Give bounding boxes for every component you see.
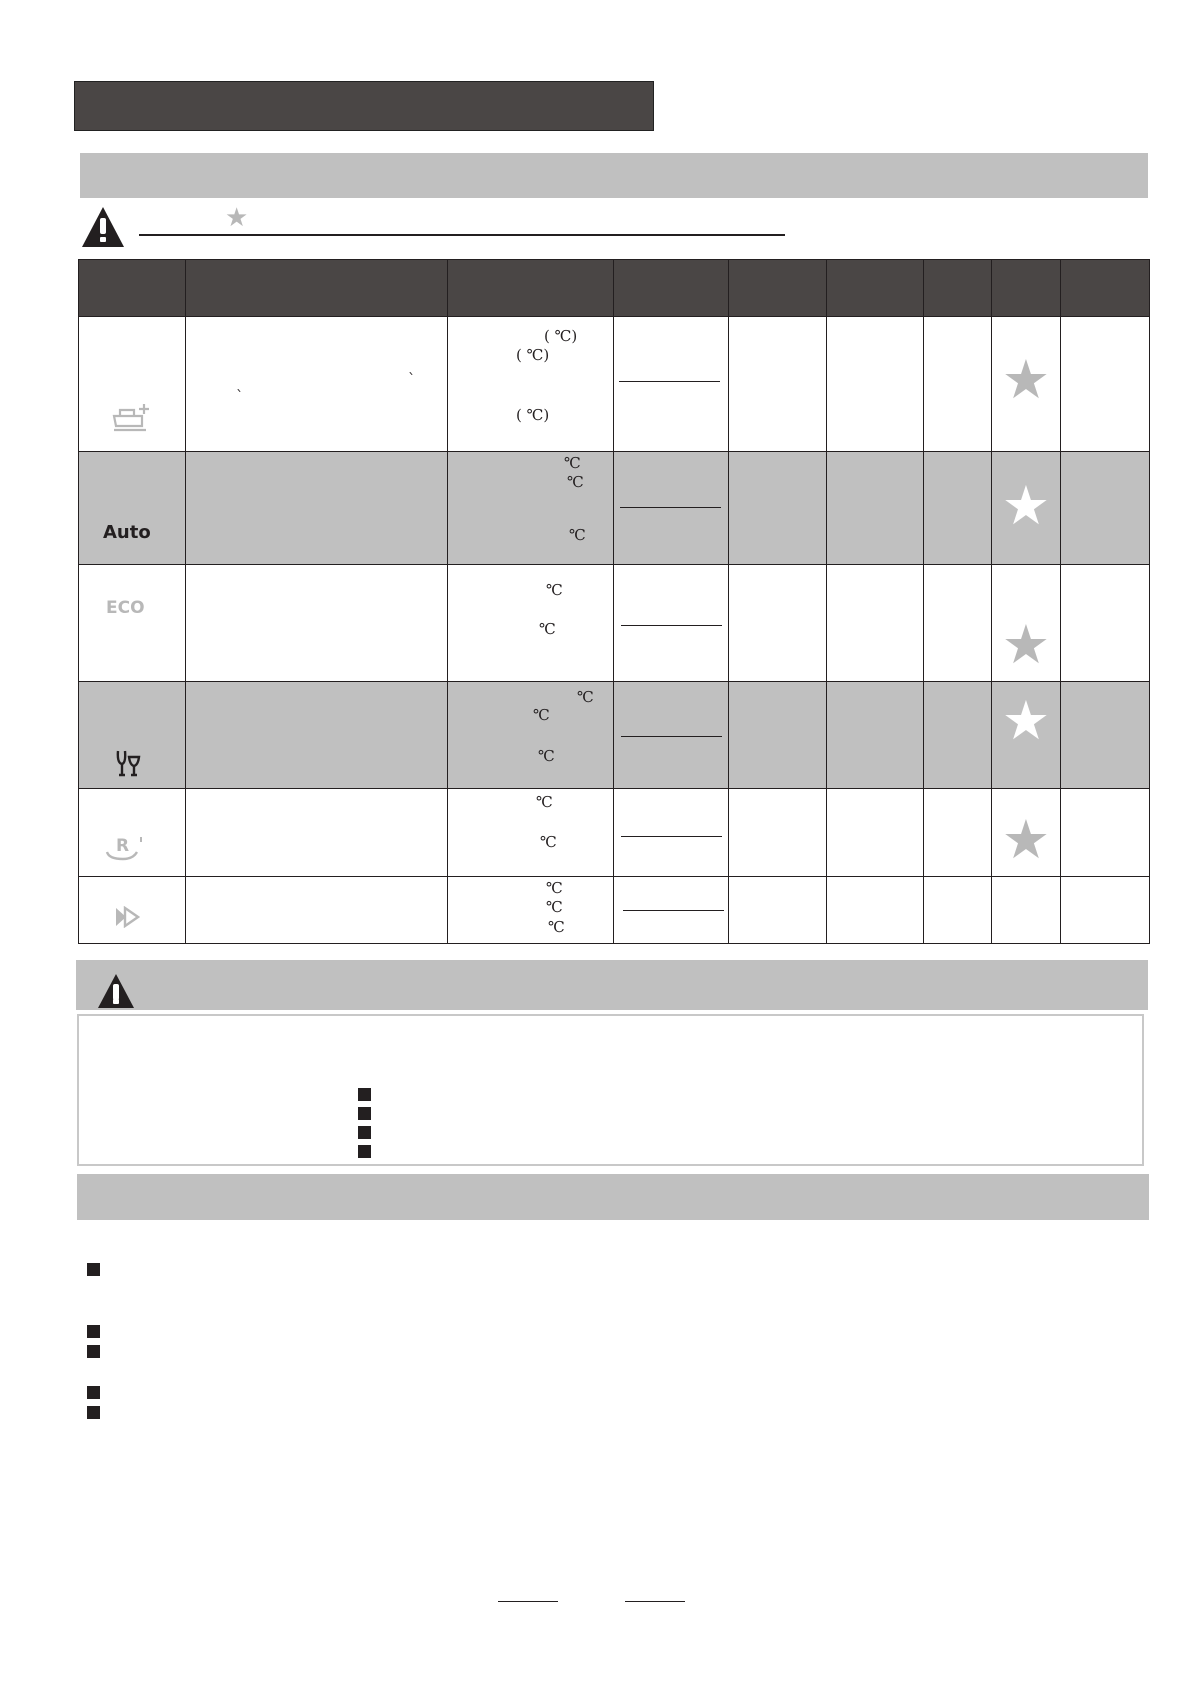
detergent-cell: [614, 452, 729, 565]
energy-cell: [827, 877, 924, 944]
star-cell: [992, 682, 1061, 789]
temp-value: ℃: [577, 688, 594, 706]
temp-value: ℃: [538, 747, 555, 765]
temp-value: ℃: [546, 898, 563, 916]
warning-underline: [139, 234, 785, 236]
water-cell: [924, 682, 992, 789]
footer-underline-left: [498, 1601, 558, 1602]
star-icon: ★: [1001, 613, 1051, 676]
star-cell: [992, 452, 1061, 565]
star-cell: [992, 565, 1061, 682]
extra-cell: [1061, 317, 1150, 452]
glass-icon: [115, 749, 141, 777]
bullet-icon: [87, 1345, 100, 1358]
detergent-cell: [614, 789, 729, 877]
temp-value: ℃: [539, 620, 556, 638]
description-cell: [186, 452, 448, 565]
star-cell: [992, 317, 1061, 452]
energy-cell: [827, 682, 924, 789]
extra-cell: [1061, 452, 1150, 565]
desc-mark: `: [236, 387, 244, 405]
bullet-icon: [87, 1263, 100, 1276]
table-header-row: [79, 260, 1150, 317]
rinse-icon: [105, 833, 151, 865]
desc-mark: `: [408, 370, 416, 388]
cycle-cell: [448, 877, 614, 944]
bullet-icon: [358, 1126, 371, 1139]
extra-cell: [1061, 565, 1150, 682]
energy-cell: [827, 317, 924, 452]
cycle-cell: [448, 565, 614, 682]
time-cell: [729, 682, 827, 789]
description-cell: [186, 877, 448, 944]
temp-value: ℃: [546, 581, 563, 599]
cycle-cell: [448, 317, 614, 452]
bullet-icon: [87, 1325, 100, 1338]
extra-cell: [1061, 682, 1150, 789]
bullet-icon: [358, 1107, 371, 1120]
col-header-cycle: [448, 260, 614, 317]
program-table: [78, 259, 1150, 944]
star-cell: [992, 877, 1061, 944]
water-cell: [924, 565, 992, 682]
footer-underline-right: [625, 1601, 685, 1602]
star-icon: ★: [1001, 474, 1051, 537]
program-cell: [79, 877, 186, 944]
description-cell: [186, 317, 448, 452]
energy-cell: [827, 789, 924, 877]
water-cell: [924, 877, 992, 944]
star-icon: ★: [1001, 808, 1051, 871]
time-cell: [729, 317, 827, 452]
water-cell: [924, 452, 992, 565]
temp-value: ℃: [548, 918, 565, 936]
temp-value: ( ℃): [516, 346, 550, 364]
section-header-programs: [80, 153, 1148, 198]
table-row: [79, 877, 1150, 944]
bullet-icon: [87, 1406, 100, 1419]
temp-value: ℃: [536, 793, 553, 811]
intensive-icon: [112, 402, 154, 432]
star-icon: ★: [1001, 348, 1051, 411]
temp-value: ℃: [540, 833, 557, 851]
col-header-extra: [1061, 260, 1150, 317]
description-cell: [186, 565, 448, 682]
temp-value: ℃: [569, 526, 586, 544]
bullet-icon: [358, 1088, 371, 1101]
detergent-cell: [614, 682, 729, 789]
program-cell: [79, 789, 186, 877]
notice-box: [77, 1014, 1144, 1166]
detergent-cell: [614, 317, 729, 452]
table-row: [79, 682, 1150, 789]
bullet-icon: [358, 1145, 371, 1158]
col-header-star: [992, 260, 1061, 317]
program-cell: [79, 682, 186, 789]
description-cell: [186, 682, 448, 789]
table-row: [79, 789, 1150, 877]
table-row: [79, 565, 1150, 682]
col-header-detergent: [614, 260, 729, 317]
detergent-cell: [614, 565, 729, 682]
rinse-icon-letter: R: [116, 836, 130, 856]
notice-header: [76, 960, 1148, 1010]
page-title-bar: [74, 81, 654, 131]
detergent-cell: [614, 877, 729, 944]
temp-value: ℃: [564, 454, 581, 472]
eco-icon: ECO: [106, 598, 145, 618]
col-header-description: [186, 260, 448, 317]
star-cell: [992, 789, 1061, 877]
col-header-time: [729, 260, 827, 317]
temp-value: ℃: [533, 706, 550, 724]
extra-cell: [1061, 877, 1150, 944]
temp-value: ℃: [567, 473, 584, 491]
program-cell: [79, 565, 186, 682]
temp-value: ( ℃): [544, 327, 578, 345]
table-row: [79, 317, 1150, 452]
program-cell: [79, 317, 186, 452]
cycle-cell: [448, 789, 614, 877]
time-cell: [729, 877, 827, 944]
temp-value: ( ℃): [516, 406, 550, 424]
table-row: [79, 452, 1150, 565]
water-cell: [924, 789, 992, 877]
temp-value: ℃: [546, 879, 563, 897]
warning-icon: [82, 207, 124, 247]
col-header-program: [79, 260, 186, 317]
col-header-water: [924, 260, 992, 317]
program-cell: [79, 452, 186, 565]
time-cell: [729, 452, 827, 565]
col-header-energy: [827, 260, 924, 317]
extra-cell: [1061, 789, 1150, 877]
time-cell: [729, 789, 827, 877]
time-cell: [729, 565, 827, 682]
bullet-icon: [87, 1386, 100, 1399]
description-cell: [186, 789, 448, 877]
quick-icon: [114, 906, 140, 928]
energy-cell: [827, 452, 924, 565]
energy-cell: [827, 565, 924, 682]
star-icon: ★: [225, 203, 249, 233]
cycle-cell: [448, 682, 614, 789]
star-icon: ★: [1001, 689, 1051, 752]
auto-icon: Auto: [103, 522, 151, 543]
section-header-2: [77, 1174, 1149, 1220]
cycle-cell: [448, 452, 614, 565]
notice-warning-icon: [98, 974, 134, 1008]
water-cell: [924, 317, 992, 452]
